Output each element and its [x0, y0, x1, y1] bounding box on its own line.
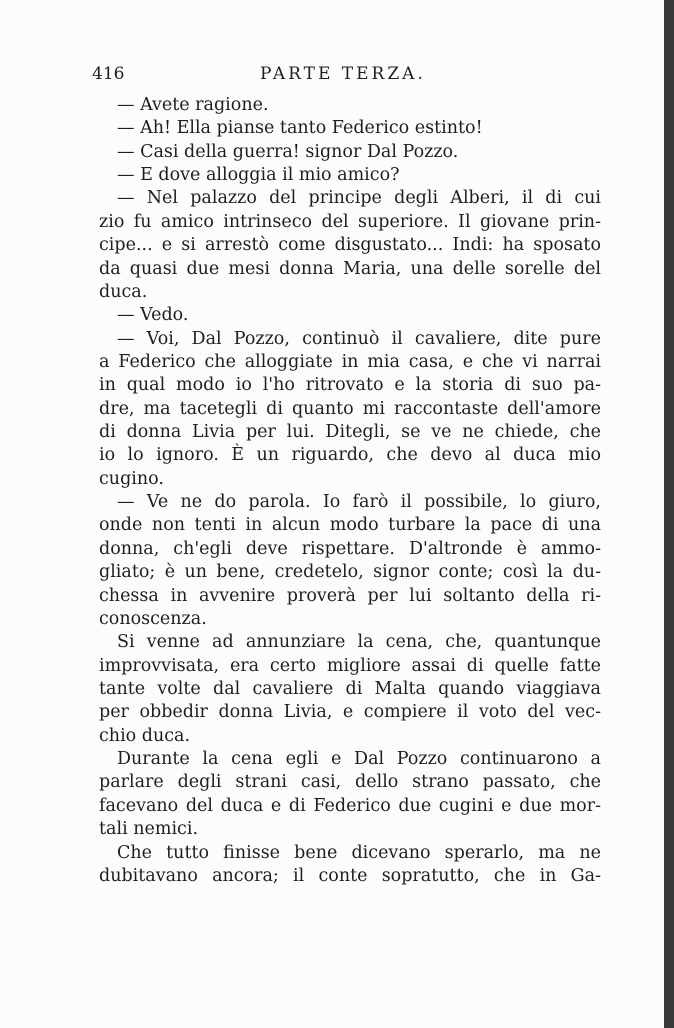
text-line: — Voi, Dal Pozzo, continuò il cavaliere, dite pure	[117, 328, 601, 349]
text-line: duca.	[99, 281, 148, 302]
page-number: 416	[92, 64, 125, 84]
text-line: io lo ignoro. È un riguardo, che devo al duca mio	[99, 445, 601, 466]
text-line: per obbedir donna Livia, e compiere il voto del vec-	[99, 702, 601, 723]
body-text	[99, 94, 601, 888]
text-line: improvvisata, era certo migliore assai di quelle fatte	[99, 655, 601, 676]
text-line: — Ah! Ella pianse tanto Federico estinto!	[117, 118, 483, 139]
text-line: zio fu amico intrinseco del superiore. Il giovane prin-	[99, 211, 601, 232]
text-line: dre, ma tacetegli di quanto mi raccontaste dell'amore	[99, 398, 601, 419]
text-line: in qual modo io l'ho ritrovato e la storia di suo pa-	[99, 375, 601, 396]
text-line: chio duca.	[99, 725, 191, 746]
text-line: onde non tenti in alcun modo turbare la pace di una	[99, 515, 601, 536]
text-line: da quasi due mesi donna Maria, una delle sorelle del	[99, 258, 601, 279]
text-line: — Vedo.	[117, 305, 189, 326]
text-line: tali nemici.	[99, 819, 199, 840]
text-line: — E dove alloggia il mio amico?	[117, 165, 400, 186]
text-line: — Nel palazzo del principe degli Alberi, il di cui	[117, 188, 601, 209]
page-header	[92, 64, 602, 88]
text-line: — Avete ragione.	[117, 95, 269, 115]
text-line: dubitavano ancora; il conte sopratutto, che in Ga-	[99, 865, 601, 886]
text-line: chessa in avvenire proverà per lui soltanto della ri-	[99, 585, 601, 606]
running-title: PARTE TERZA.	[260, 64, 426, 84]
text-line: Si venne ad annunziare la cena, che, quantunque	[117, 632, 601, 653]
text-line: cugino.	[99, 468, 164, 489]
text-line: parlare degli strani casi, dello strano passato, che	[99, 772, 601, 793]
text-line: facevano del duca e di Federico due cugini e due mor-	[99, 795, 601, 816]
text-line: donna, ch'egli deve rispettare. D'altronde è ammo-	[99, 538, 601, 559]
book-spine-edge	[664, 0, 674, 1028]
text-line: gliato; è un bene, credetelo, signor conte; così la du-	[99, 562, 601, 583]
text-line: — Casi della guerra! signor Dal Pozzo.	[117, 141, 459, 162]
text-line: Che tutto finisse bene dicevano sperarlo, ma ne	[117, 842, 601, 863]
text-line: a Federico che alloggiate in mia casa, e che vi narrai	[99, 351, 601, 372]
text-line: conoscenza.	[99, 608, 207, 629]
text-line: tante volte dal cavaliere di Malta quando viaggiava	[99, 678, 601, 699]
text-line: — Ve ne do parola. Io farò il possibile, lo giuro,	[117, 492, 601, 513]
text-line: di donna Livia per lui. Ditegli, se ve ne chiede, che	[99, 422, 601, 443]
text-line: Durante la cena egli e Dal Pozzo continuarono a	[117, 749, 601, 770]
text-line: cipe... e si arrestò come disgustato... Indi: ha sposato	[99, 235, 601, 256]
